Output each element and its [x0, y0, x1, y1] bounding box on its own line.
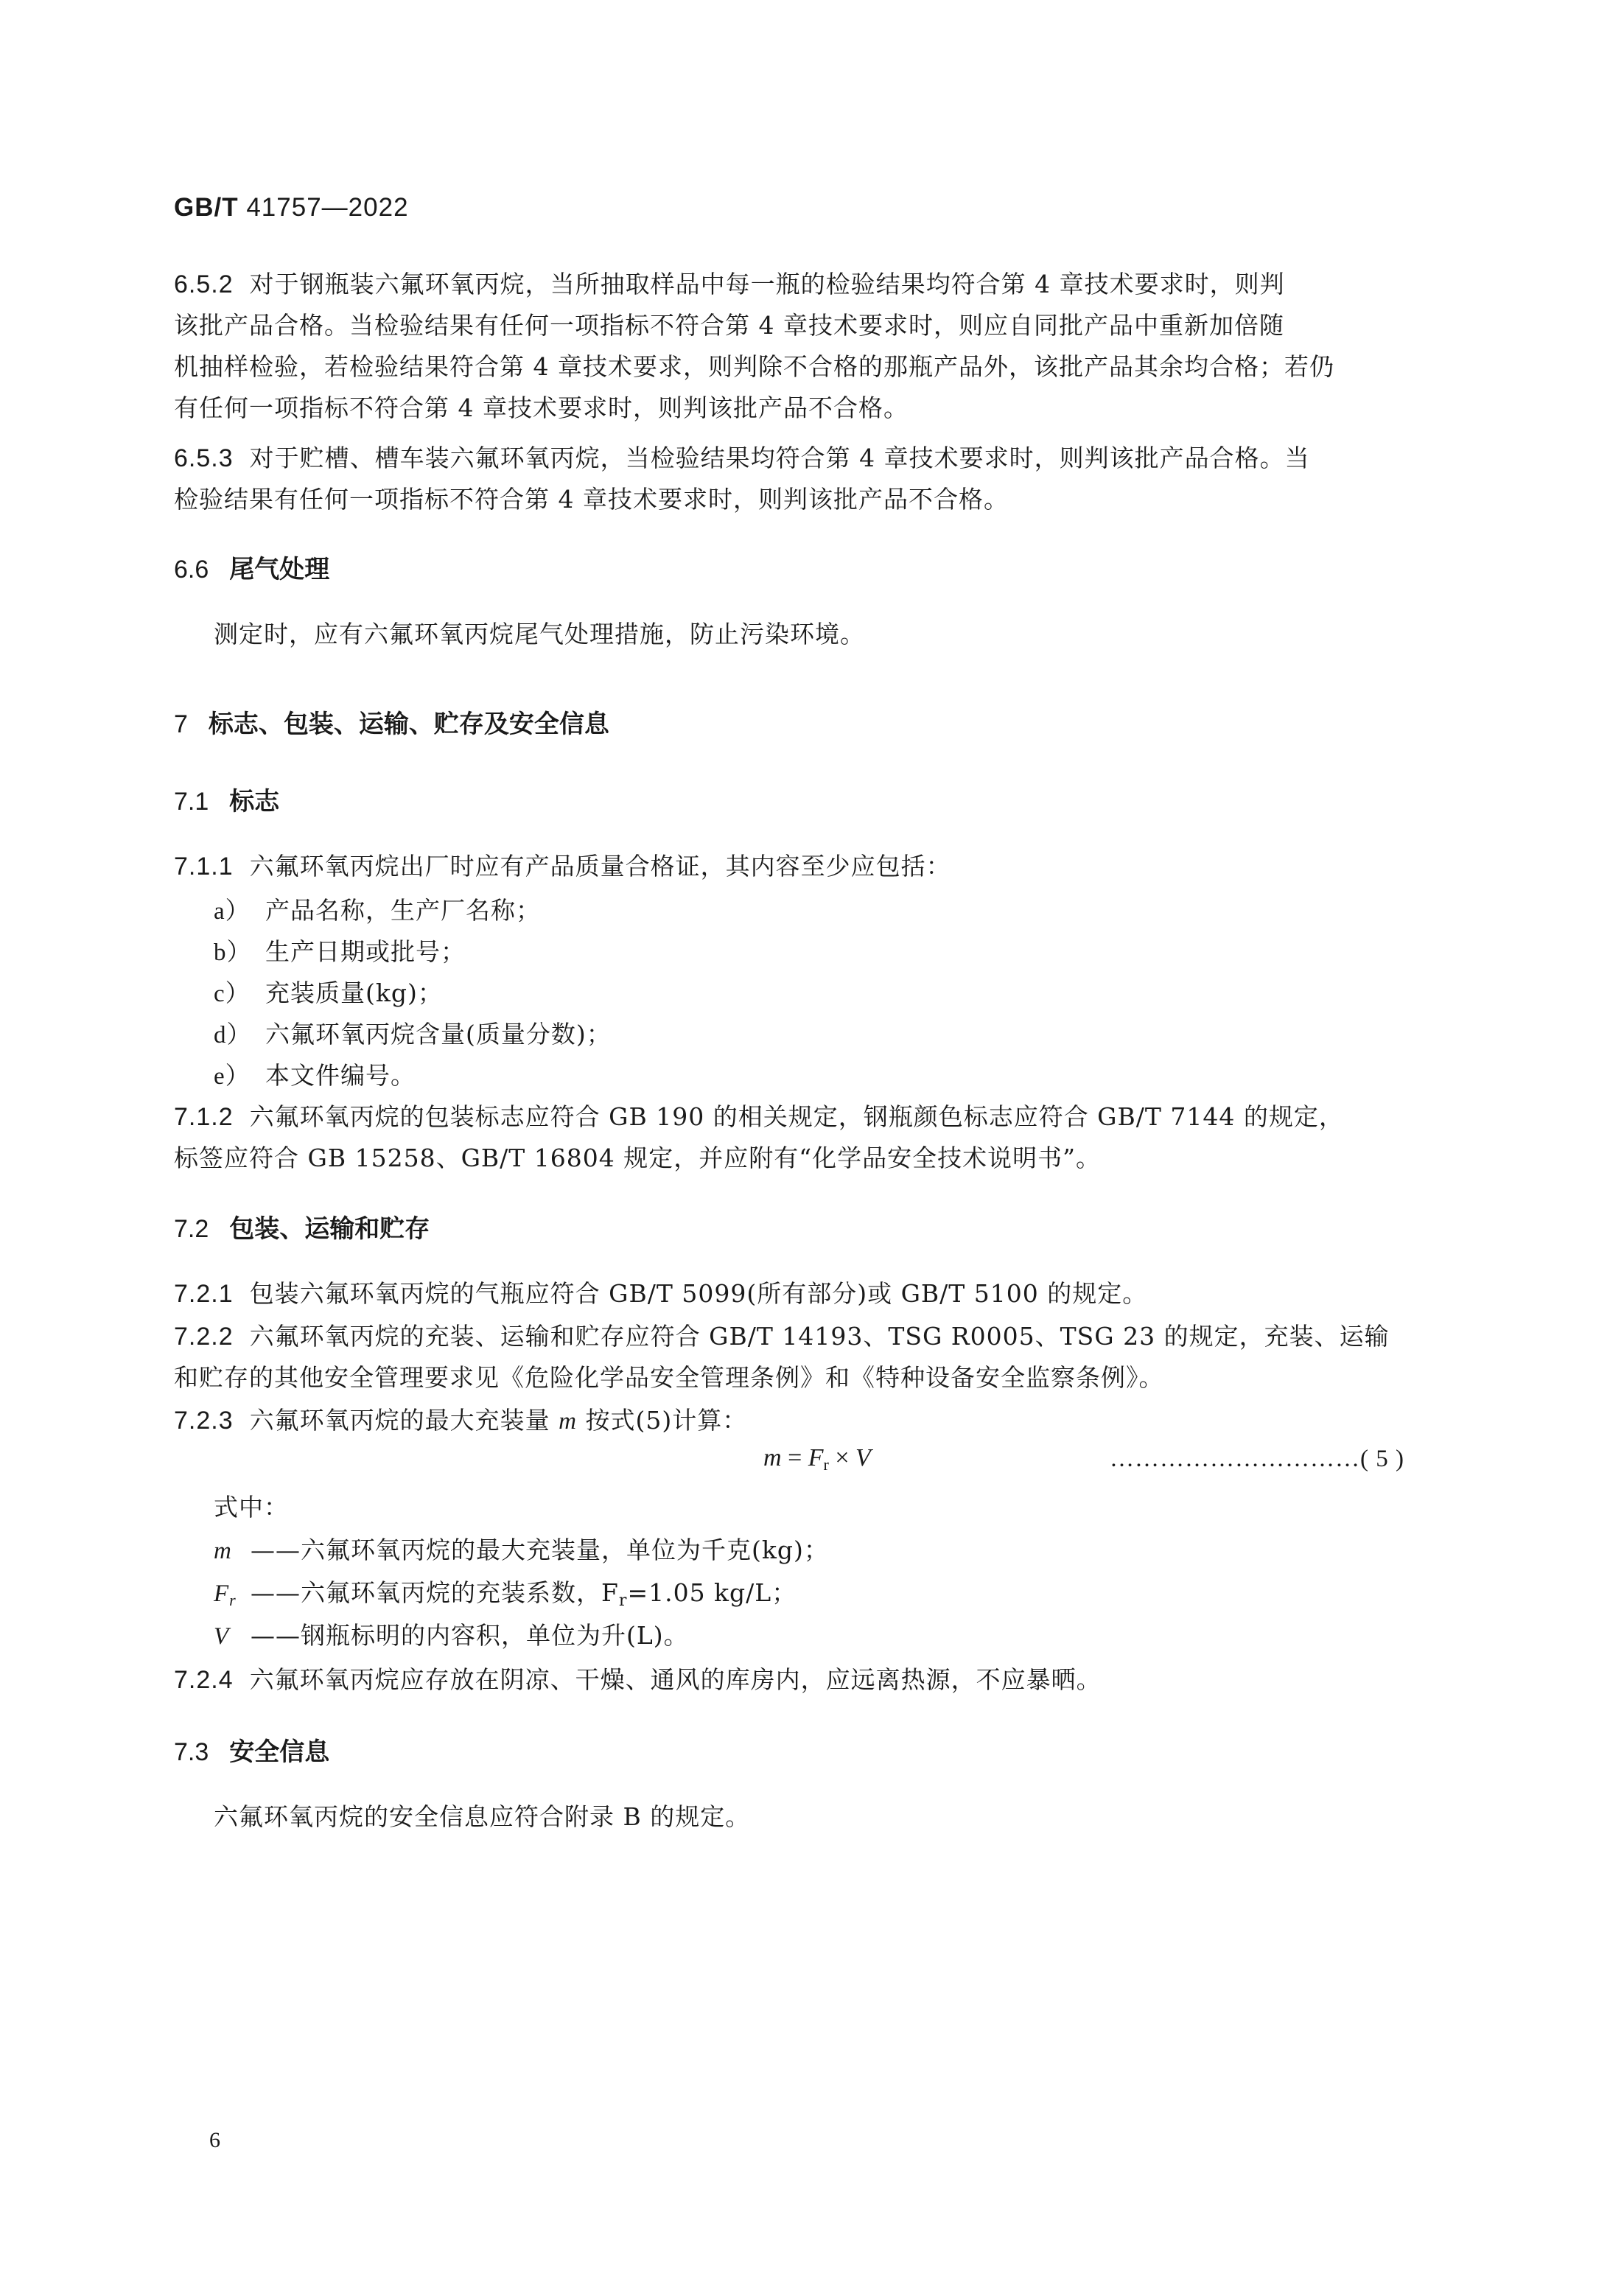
clause-text: 六氟环氧丙烷应存放在阴凉、干燥、通风的库房内，应远离热源，不应暴晒。	[249, 1665, 1102, 1694]
chapter-heading-7	[174, 704, 609, 740]
variable-m: m	[559, 1408, 577, 1435]
list-marker: c）	[214, 981, 251, 1007]
formula-5	[763, 1444, 871, 1474]
clause-text: 六氟环氧丙烷出厂时应有产品质量合格证，其内容至少应包括：	[249, 852, 951, 881]
formula-times: ×	[828, 1444, 856, 1471]
section-text-7-3: 六氟环氧丙烷的安全信息应符合附录 B 的规定。	[214, 1802, 751, 1831]
formula-dots: …………………………	[1110, 1446, 1360, 1472]
list-marker: d）	[214, 1022, 252, 1049]
list-marker: a）	[214, 898, 251, 925]
section-heading-7-3	[174, 1732, 329, 1768]
section-heading-7-2	[174, 1208, 430, 1244]
list-item	[214, 1057, 416, 1091]
clause-number: 6.5.2	[174, 270, 234, 298]
section-number: 7.1	[174, 788, 209, 816]
list-marker: e）	[214, 1063, 251, 1090]
clause-7-1-1	[174, 846, 951, 887]
list-item	[214, 933, 466, 967]
list-item	[214, 1015, 612, 1050]
clause-line: 对于钢瓶装六氟环氧丙烷，当所抽取样品中每一瓶的检验结果均符合第 4 章技术要求时，则判	[249, 270, 1285, 298]
page-number: 6	[209, 2128, 220, 2152]
clause-line: 标签应符合 GB 15258、GB/T 16804 规定，并应附有“化学品安全技术说明书”。	[174, 1144, 1102, 1172]
formula-sub: r	[823, 1455, 829, 1474]
list-marker: b）	[214, 939, 252, 966]
clause-6-5-2	[174, 264, 1441, 429]
list-item	[214, 974, 443, 1009]
var-symbol-sub: r	[229, 1591, 237, 1609]
var-description-sub: r	[618, 1592, 628, 1610]
clause-7-2-3	[174, 1400, 747, 1442]
standard-number: 41757—2022	[246, 193, 409, 222]
var-symbol-text: F	[214, 1580, 230, 1607]
variable-definition	[214, 1574, 797, 1610]
clause-7-1-2	[174, 1096, 1441, 1179]
var-description-tail: =1.05 kg/L；	[627, 1578, 797, 1607]
clause-6-5-3	[174, 438, 1441, 520]
list-item-text: 六氟环氧丙烷含量(质量分数)；	[265, 1020, 612, 1049]
clause-text: 包装六氟环氧丙烷的气瓶应符合 GB/T 5099(所有部分)或 GB/T 5100 的规定。	[249, 1279, 1148, 1308]
standard-prefix: GB/T	[174, 193, 239, 222]
clause-line: 机抽样检验，若检验结果符合第 4 章技术要求，则判除不合格的那瓶产品外，该批产品其余均合格；若仍	[174, 352, 1334, 381]
clause-number: 6.5.3	[174, 444, 234, 472]
list-item-text: 充装质量(kg)；	[265, 979, 443, 1007]
clause-number: 7.2.2	[174, 1323, 234, 1351]
section-heading-7-1	[174, 781, 279, 817]
clause-number: 7.2.3	[174, 1407, 234, 1435]
var-symbol: m	[214, 1538, 232, 1564]
chapter-title: 标志、包装、运输、贮存及安全信息	[208, 710, 609, 739]
clause-line: 该批产品合格。当检验结果有任何一项指标不符合第 4 章技术要求时，则应自同批产品中重新加倍随	[174, 311, 1284, 340]
formula-f: F	[808, 1444, 824, 1471]
clause-line: 和贮存的其他安全管理要求见《危险化学品安全管理条例》和《特种设备安全监察条例》。	[174, 1363, 1164, 1392]
formula-v: V	[855, 1444, 871, 1471]
clause-7-2-2	[174, 1316, 1441, 1398]
clause-number: 7.2.1	[174, 1280, 234, 1308]
clause-line: 六氟环氧丙烷的包装标志应符合 GB 190 的相关规定，钢瓶颜色标志应符合 GB/T 7144 的规定，	[249, 1102, 1344, 1131]
list-item-text: 产品名称，生产厂名称；	[265, 896, 541, 925]
clause-7-2-4	[174, 1659, 1102, 1701]
var-description: ——六氟环氧丙烷的充装系数，F	[251, 1578, 619, 1607]
formula-eq: =	[781, 1444, 808, 1471]
variable-definition	[214, 1531, 829, 1566]
section-number: 7.3	[174, 1738, 209, 1766]
list-item	[214, 892, 541, 926]
variable-definition	[214, 1617, 689, 1651]
formula-number: ( 5 )	[1360, 1446, 1404, 1472]
standard-header	[174, 193, 409, 223]
section-heading-6-6	[174, 549, 329, 585]
clause-7-2-1	[174, 1273, 1147, 1314]
clause-number: 7.1.2	[174, 1103, 234, 1131]
clause-line: 六氟环氧丙烷的充装、运输和贮存应符合 GB/T 14193、TSG R0005、TSG 23 的规定，充装、运输	[249, 1322, 1390, 1351]
formula-leader	[1110, 1446, 1404, 1473]
section-text-6-6: 测定时，应有六氟环氧丙烷尾气处理措施，防止污染环境。	[214, 620, 865, 648]
section-title: 包装、运输和贮存	[229, 1214, 430, 1244]
chapter-number: 7	[174, 710, 188, 738]
section-title: 尾气处理	[229, 555, 330, 584]
list-item-text: 生产日期或批号；	[265, 937, 466, 966]
section-title: 安全信息	[229, 1737, 330, 1767]
clause-line: 对于贮槽、槽车装六氟环氧丙烷，当检验结果均符合第 4 章技术要求时，则判该批产品合格。当	[249, 444, 1310, 472]
var-description: ——钢瓶标明的内容积，单位为升(L)。	[251, 1621, 689, 1650]
clause-number: 7.2.4	[174, 1666, 234, 1694]
clause-line: 检验结果有任何一项指标不符合第 4 章技术要求时，则判该批产品不合格。	[174, 485, 1009, 514]
clause-line: 有任何一项指标不符合第 4 章技术要求时，则判该批产品不合格。	[174, 393, 909, 422]
where-label: 式中：	[214, 1493, 289, 1522]
formula-lhs: m	[763, 1444, 782, 1471]
list-item-text: 本文件编号。	[265, 1061, 416, 1090]
section-number: 6.6	[174, 556, 209, 584]
section-title: 标志	[229, 787, 280, 816]
clause-text: 按式(5)计算：	[576, 1406, 748, 1435]
clause-number: 7.1.1	[174, 853, 234, 881]
var-symbol	[214, 1580, 251, 1610]
var-symbol: V	[214, 1623, 230, 1650]
var-description: ——六氟环氧丙烷的最大充装量，单位为千克(kg)；	[251, 1536, 829, 1564]
section-number: 7.2	[174, 1215, 209, 1243]
clause-text: 六氟环氧丙烷的最大充装量	[249, 1406, 559, 1435]
